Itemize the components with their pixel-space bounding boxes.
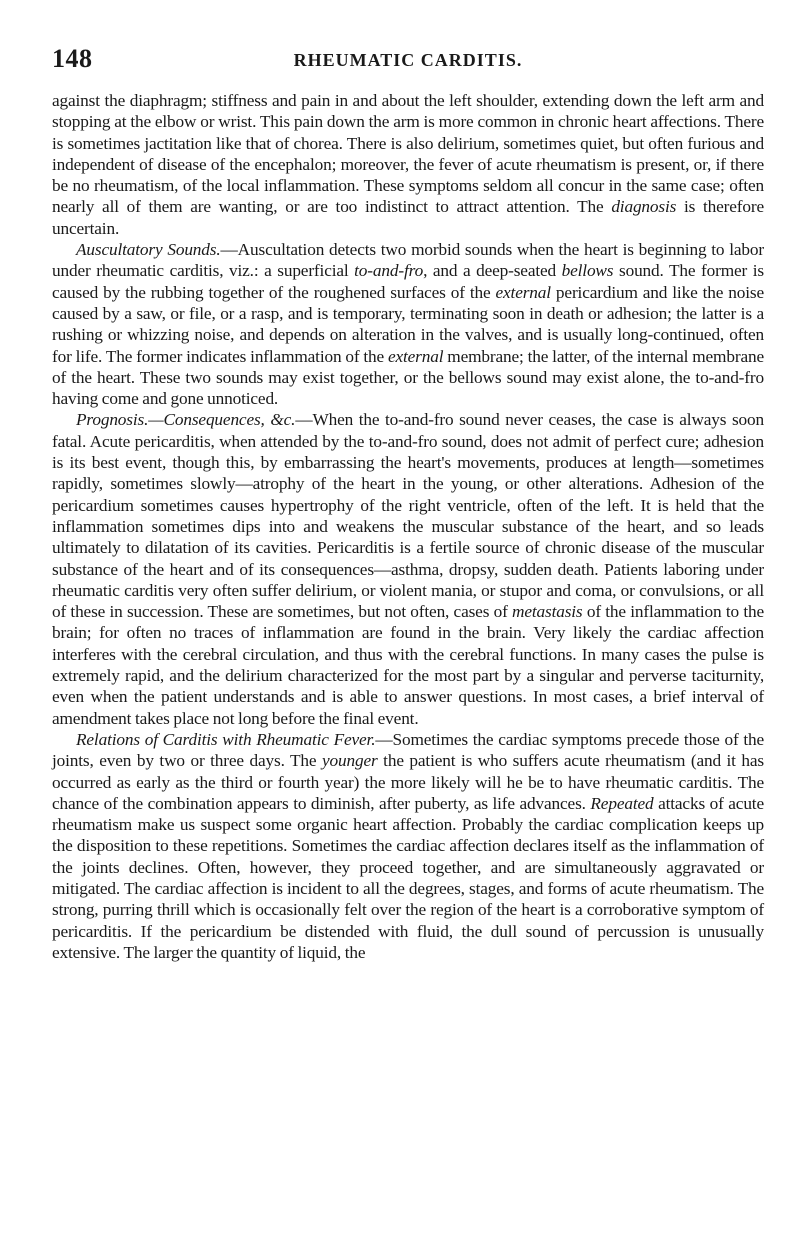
book-page [52, 44, 764, 963]
text-run: is therefore uncertain. [52, 197, 765, 238]
italic-term: diagnosis [611, 197, 677, 217]
text-run: , and a deep-seated [423, 261, 562, 281]
paragraph-auscultatory-sounds [52, 239, 764, 409]
section-heading: Auscultatory Sounds. [76, 240, 221, 260]
text-run: pericardium and like the noise caused by a saw, or file, or a rasp, and is temporary, terminating soon in death or adhesion; the latter is a rushing or whizzing noise, and depends on alteration in the valves, and is usually long-continued, often for life. The former indicates inflammation of the [52, 282, 764, 366]
text-run: of the inflammation to the brain; for often no traces of inflammation are found in the brain. Very likely the cardiac affection interferes with the cerebral circulation, and thus with the cerebral functions. In many cases the pulse is extremely rapid, and the delirium characterized for the most part by a singular and perverse taciturnity, even when the patient understands and is able to answer questions. In most cases, a brief interval of amendment takes place not long before the final event. [52, 602, 764, 728]
italic-term: bellows [561, 261, 614, 281]
italic-term: external [495, 282, 551, 302]
section-heading: Relations of Carditis with Rheumatic Fever. [76, 729, 376, 749]
page-header [52, 44, 764, 72]
section-heading: Prognosis.—Consequences, &c. [76, 410, 296, 430]
text-run: membrane; the latter, of the internal membrane of the heart. These two sounds may exist together, or the bellows sound may exist alone, the to-and-fro having come and gone unnoticed. [52, 346, 764, 409]
italic-term: metastasis [512, 602, 583, 622]
italic-term: to-and-fro [354, 261, 424, 281]
text-run: the patient is who suffers acute rheumatism (and it has occurred as early as the third or fourth year) the more likely will he be to have rheumatic carditis. The chance of the combination appears to diminish, after puberty, as life advances. [52, 751, 764, 813]
paragraph-symptoms [52, 90, 764, 239]
paragraph-prognosis [52, 409, 764, 728]
running-head: RHEUMATIC CARDITIS. [293, 50, 523, 70]
italic-term: external [387, 346, 444, 366]
text-run: attacks of acute rheumatism make us suspect some organic heart affection. Probably the cardiac complication keeps up the disposition to these repetitions. Sometimes the cardiac affection declares itself as the inflammation of the joints declines. Often, however, they proceed together, and are simultaneously aggravated or mitigated. The cardiac affection is incident to all the degrees, stages, and forms of acute rheumatism. The strong, purring thrill which is occasionally felt over the region of the heart is a corroborative symptom of pericarditis. If the pericardium be distended with fluid, the dull sound of percussion is unusually extensive. The larger the quantity of liquid, the [52, 793, 764, 962]
paragraph-relations [52, 729, 764, 963]
text-run: —When the to-and-fro sound never ceases, the case is always soon fatal. Acute pericarditis, when attended by the to-and-fro sound, does not admit of perfect cure; adhesion is its best event, though this, by embarrassing the heart's movements, produces at length—sometimes rapidly, sometimes slowly—atrophy of the heart in the young, or other alterations. Adhesion of the pericardium sometimes causes hypertrophy of the right ventricle, often of the left. It is held that the inflammation sometimes dips into and weakens the muscular substance of the heart, and so leads ultimately to dilatation of its cavities. Pericarditis is a fertile source of chronic disease of the muscular substance of the heart and of its consequences—asthma, dropsy, sudden death. Patients laboring under rheumatic carditis very often suffer delirium, or violent mania, or stupor and coma, or convulsions, or all of these in succession. These are sometimes, but not often, cases of [52, 410, 765, 622]
text-run: sound. The former is caused by the rubbing together of the roughened surfaces of the [52, 261, 765, 302]
page-number: 148 [52, 44, 93, 73]
text-run: against the diaphragm; stiffness and pain in and about the left shoulder, extending down the left arm and stopping at the elbow or wrist. This pain down the arm is more common in chronic heart affections. There is sometimes jactitation like that of chorea. There is also delirium, sometimes quiet, but often furious and independent of disease of the encephalon; moreover, the fever of acute rheumatism is present, or, if there be no rheumatism, of the local inflammation. These symptoms seldom all concur in the same case; often nearly all of them are wanting, or are too indistinct to attract attention. The [52, 91, 764, 217]
text-run: —Sometimes the cardiac symptoms precede those of the joints, even by two or three days. The [52, 729, 764, 771]
italic-term: Repeated [590, 793, 654, 813]
text-run: —Auscultation detects two morbid sounds when the heart is beginning to labor under rheumatic carditis, viz.: a superficial [52, 240, 764, 281]
italic-term: younger [322, 751, 378, 771]
body-text [52, 90, 764, 963]
